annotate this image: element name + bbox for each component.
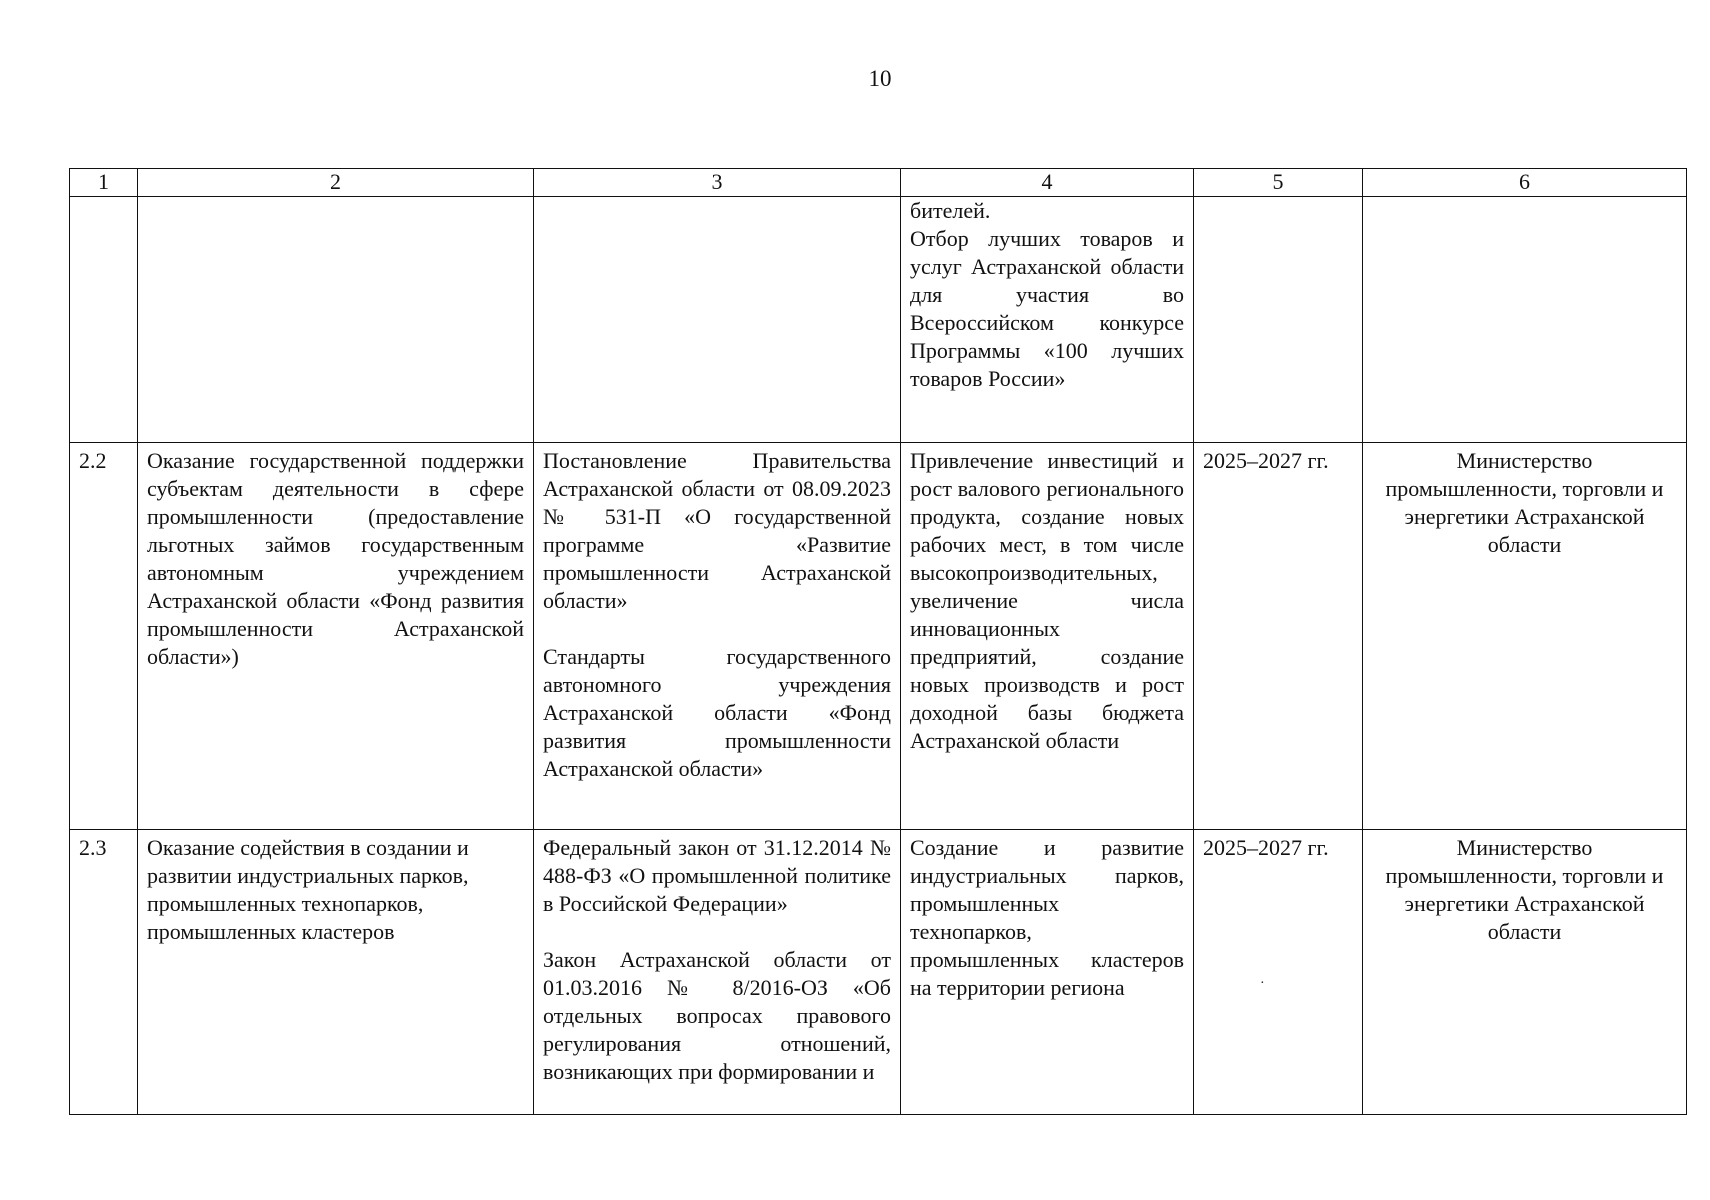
row-number: 2.2 [70, 443, 138, 830]
column-number-3: 3 [534, 169, 901, 197]
table-row [70, 443, 1687, 830]
cell-num [70, 197, 138, 443]
table-row-continuation [70, 197, 1687, 443]
legal-basis [534, 830, 901, 1115]
column-number-4: 4 [901, 169, 1194, 197]
measure-text: Оказание государственной поддержки субъектам деятельности в сфере промышленности (предоставление льготных займов государственным автономным учреждением Астраханской области «Фонд развития промышленности Астраханской области») [138, 443, 534, 830]
measures-table [69, 168, 1687, 1115]
measure-text: Оказание содействия в создании и развитии индустриальных парков, промышленных технопарков, промышленных кластеров [138, 830, 534, 1115]
cell-responsible [1363, 197, 1687, 443]
implementation-period: 2025–2027 гг. [1194, 443, 1363, 830]
cell-measure [138, 197, 534, 443]
result-text-end: бителей. [910, 198, 991, 223]
result-text-selection: Отбор лучших товаров и услуг Астраханской области для участия во Всероссийском конкурсе Программы «100 лучших товаров России» [910, 226, 1184, 391]
column-number-6: 6 [1363, 169, 1687, 197]
page-number: 10 [868, 66, 892, 91]
stray-dot: · [1260, 976, 1265, 991]
legal-basis-item: Постановление Правительства Астраханской области от 08.09.2023 № 531-П «О государственной программе «Развитие промышленности Астраханской области» [543, 448, 891, 613]
column-number-5: 5 [1194, 169, 1363, 197]
implementation-period [1194, 830, 1363, 1115]
cell-period [1194, 197, 1363, 443]
expected-result: Привлечение инвестиций и рост валового регионального продукта, создание новых рабочих мест, в том числе высокопроизводительных, увеличение числа инновационных предприятий, создание новых производств и рост доходной базы бюджета Астраханской области [901, 443, 1194, 830]
legal-basis-item: Стандарты государственного автономного учреждения Астраханской области «Фонд развития промышленности Астраханской области» [543, 644, 891, 781]
column-number-2: 2 [138, 169, 534, 197]
table-header-row [70, 169, 1687, 197]
legal-basis-item: Федеральный закон от 31.12.2014 № 488-ФЗ «О промышленной политике в Российской Федерации» [543, 835, 891, 916]
row-number: 2.3 [70, 830, 138, 1115]
table-row [70, 830, 1687, 1115]
responsible-executor: Министерство промышленности, торговли и энергетики Астраханской области [1363, 830, 1687, 1115]
column-number-1: 1 [70, 169, 138, 197]
cell-basis [534, 197, 901, 443]
expected-result: Создание и развитие индустриальных парков, промышленных технопарков, промышленных кластеров на территории региона [901, 830, 1194, 1115]
period-text: 2025–2027 гг. [1203, 835, 1329, 860]
legal-basis [534, 443, 901, 830]
legal-basis-item: Закон Астраханской области от 01.03.2016 № 8/2016-ОЗ «Об отдельных вопросах правового регулирования отношений, возникающих при формировании и [543, 947, 891, 1084]
cell-result [901, 197, 1194, 443]
responsible-executor: Министерство промышленности, торговли и энергетики Астраханской области [1363, 443, 1687, 830]
